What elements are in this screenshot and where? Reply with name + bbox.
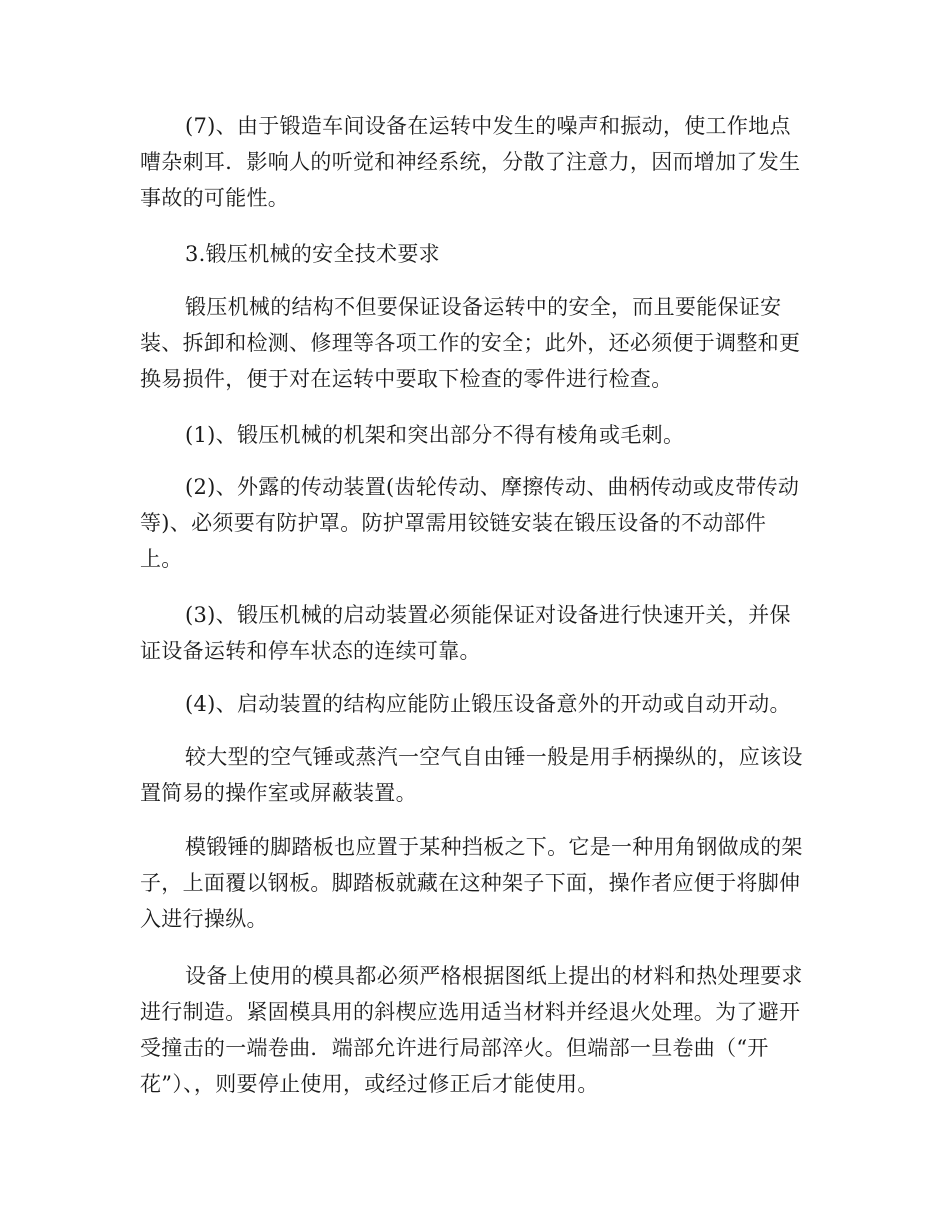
section-heading-3: 3.锻压机械的安全技术要求 (185, 242, 440, 266)
paragraph-item-1: (1)、锻压机械的机架和突出部分不得有棱角或毛刺。 (185, 423, 685, 447)
paragraph-item-7: (7)、由于锻造车间设备在运转中发生的噪声和振动，使工作地点嘈杂刺耳．影响人的听觉和神经系统，分散了注意力，因而增加了发生事故的可能性。 (140, 114, 801, 210)
paragraph-pedal: 模锻锤的脚踏板也应置于某种挡板之下。它是一种用角钢做成的架子，上面覆以钢板。脚踏板就藏在这种架子下面，操作者应便于将脚伸入进行操纵。 (140, 835, 803, 931)
paragraph-intro: 锻压机械的结构不但要保证设备运转中的安全，而且要能保证安装、拆卸和检测、修理等各项工作的安全；此外，还必须便于调整和更换易损件，便于对在运转中要取下检查的零件进行检查。 (140, 295, 801, 391)
paragraph-item-2: (2)、外露的传动装置(齿轮传动、摩擦传动、曲柄传动或皮带传动等)、必须要有防护罩。防护罩需用铰链安装在锻压设备的不动部件上。 (140, 475, 800, 571)
paragraph-item-3: (3)、锻压机械的启动装置必须能保证对设备进行快速开关，并保证设备运转和停车状态的连续可靠。 (140, 603, 791, 663)
paragraph-item-4: (4)、启动装置的结构应能防止锻压设备意外的开动或自动开动。 (185, 692, 791, 716)
paragraph-die: 设备上使用的模具都必须严格根据图纸上提出的材料和热处理要求进行制造。紧固模具用的斜楔应选用适当材料并经退火处理。为了避开受撞击的一端卷曲．端部允许进行局部淬火。但端部一旦卷曲（“开花”）、，则要停止使用，或经过修正后才能使用。 (140, 964, 803, 1096)
paragraph-hammer: 较大型的空气锤或蒸汽一空气自由锤一般是用手柄操纵的，应该设置简易的操作室或屏蔽装置。 (140, 745, 803, 805)
